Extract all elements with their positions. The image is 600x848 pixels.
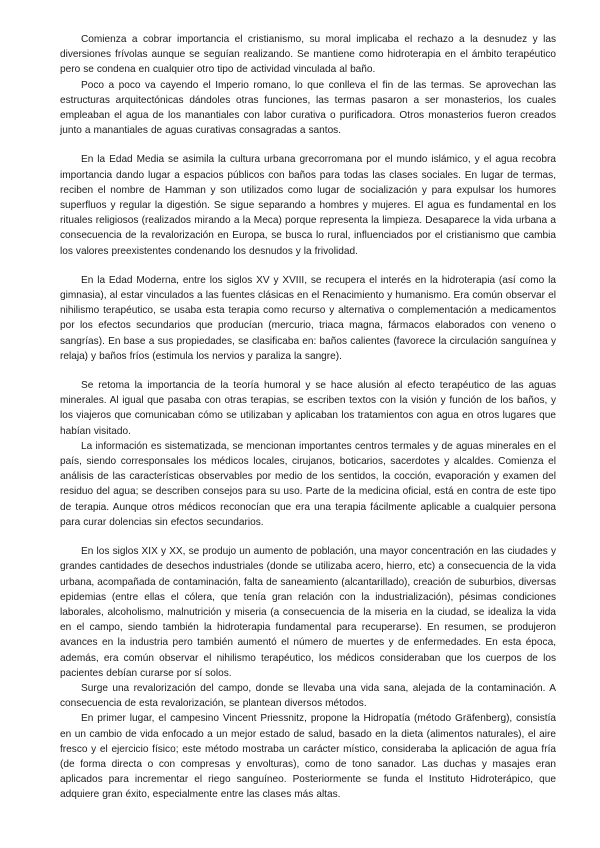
paragraph-imperio-romano: Poco a poco va cayendo el Imperio romano, lo que conlleva el fin de las termas. Se aprovechan las estructuras arquitectónicas dándoles otras funciones, las termas pasaron a ser monasterios, los cuales empleaban el agua de los manantiales con labor curativa o purificadora. Otros monasterios fueron creados junto a manantiales de aguas curativas consagradas a santos. [60,79,556,137]
paragraph-edad-moderna: En la Edad Moderna, entre los siglos XV y XVIII, se recupera el interés en la hidroterapia (así como la gimnasia), al estar vinculados a las fuentes clásicas en el Renacimiento y humanismo. Era común observar el nihilismo terapéutico, se usaba esta terapia como recurso y alternativa o complementación a medicamentos por los efectos secundarios que producían (mercurio, triaca magna, fármacos elaborados con veneno o sangrías). En base a sus propiedades, se clasificaba en: baños calientes (favorece la circulación sanguínea y relaja) y baños fríos (estimula los nervios y paraliza la sangre). [60,274,556,362]
paragraph-siglos-xix-xx: En los siglos XIX y XX, se produjo un aumento de población, una mayor concentración en las ciudades y grandes cantidades de desechos industriales (donde se utilizaba acero, hierro, etc) a consecuencia de la vida urbana, acompañada de contaminación, falta de saneamiento (alcantarillado), creación de suburbios, diversas epidemias (entre ellas el cólera, que tenía gran relación con la industrialización), pésimas condiciones laborales, alcoholismo, malnutrición y miseria (a consecuencia de la miseria en la ciudad, se idealiza la vida en el campo, siendo también la hidroterapia fundamental para recuperarse). En resumen, se produjeron avances en la industria pero también aumentó el número de muertes y de enfermedades. En esta época, además, era común observar el nihilismo terapéutico, los médicos consideraban que los cuerpos de los pacientes debían curarse por sí solos. [60,546,556,679]
paragraph-gap [60,259,556,273]
paragraph-priessnitz: En primer lugar, el campesino Vincent Priessnitz, propone la Hidropatía (método Gräfenberg), consistía en un cambio de vida enfocado a un mejor estado de salud, basado en la dieta (alimentos naturales), el aire fresco y el ejercicio físico; este método mostraba un carácter místico, consideraba la aplicación de agua fría (de forma directa o con compresas y envolturas), como de tono sanador. Las duchas y masajes eran aplicados para incrementar el riego sanguíneo. Posteriormente se funda el Instituto Hidroterápico, que adquiere gran éxito, especialmente entre las clases más altas. [60,713,556,801]
paragraph-gap [60,138,556,152]
paragraph-gap [60,364,556,378]
paragraph-revalorizacion-campo: Surge una revalorización del campo, donde se llevaba una vida sana, alejada de la contaminación. A consecuencia de esta revalorización, se plantean diversos métodos. [60,682,556,710]
paragraph-cristianismo: Comienza a cobrar importancia el cristianismo, su moral implicaba el rechazo a la desnudez y las diversiones frívolas aunque se seguían realizando. Se mantiene como hidroterapia en el ámbito terapéutico pero se condena en cualquier otro tipo de actividad vinculada al baño. [60,34,556,76]
document-page [60,32,556,803]
paragraph-gap [60,530,556,544]
paragraph-teoria-humoral: Se retoma la importancia de la teoría humoral y se hace alusión al efecto terapéutico de las aguas minerales. Al igual que pasaba con otras terapias, se escriben textos con la visión y función de los baños, y los viajeros que comunicaban cómo se utilizaban y aplicaban los tratamientos con agua en otros lugares que habían visitado. [60,380,556,437]
paragraph-informacion-sistematizada: La información es sistematizada, se mencionan importantes centros termales y de aguas minerales en el país, siendo corresponsales los médicos locales, cirujanos, boticarios, sacerdotes y alcaldes. Comienza el análisis de las características observables por medio de los sentidos, la cocción, evaporación y examen del residuo del agua; se describen consejos para su uso. Parte de la medicina oficial, está en contra de este tipo de terapia. Aunque otros médicos reconocían que era una terapia fácilmente aplicable a cualquier persona para curar dolencias sin efectos secundarios. [60,440,556,528]
paragraph-edad-media: En la Edad Media se asimila la cultura urbana grecorromana por el mundo islámico, y el agua recobra importancia dando lugar a espacios públicos con baños para todas las clases sociales. En lugar de termas, reciben el nombre de Hamman y son utilizados como lugar de socialización y para expulsar los humores superfluos y regular la digestión. Se sigue separando a hombres y mujeres. El agua es fundamental en los rituales religiosos (realizados mirando a la Meca) porque representa la limpieza. Desaparece la vida urbana a consecuencia de la revalorización en Europa, se busca lo rural, influenciados por el cristianismo que cambia los valores preexistentes condenando los desnudos y la frivolidad. [60,154,556,257]
